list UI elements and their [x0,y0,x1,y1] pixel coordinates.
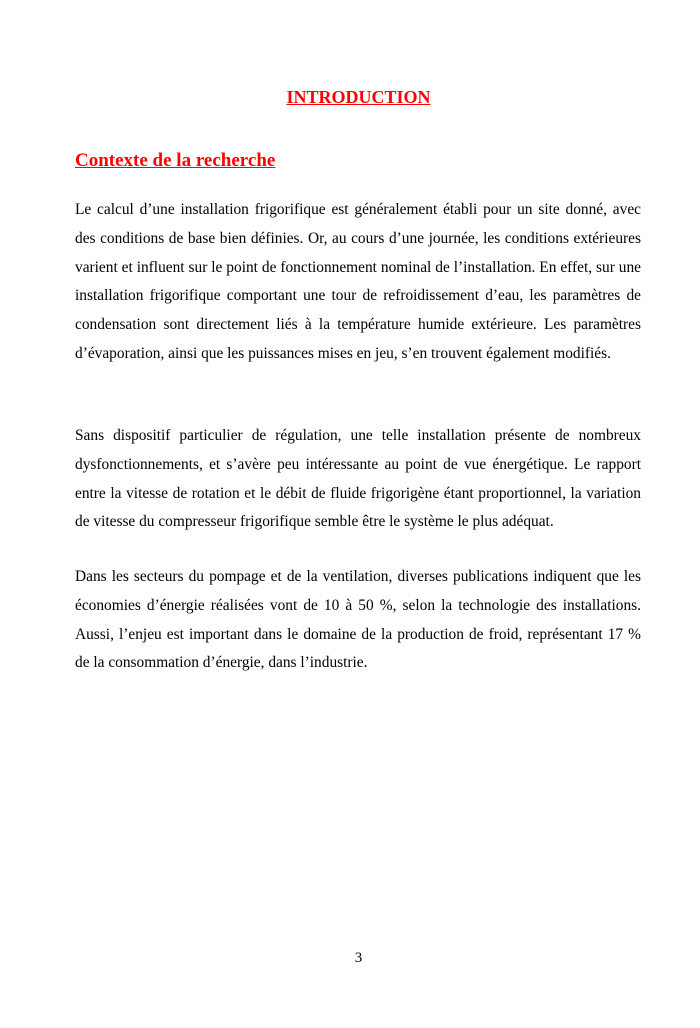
paragraph-energy-savings: Dans les secteurs du pompage et de la ventilation, diverses publications indiquent que les économies d’énergie réalisées vont de 10 à 50 %, selon la technologie des installations. Aussi, l’enjeu est important dans le domaine de la production de froid, représentant 17 % de la consommation d’énergie, dans l’industrie. [75,568,641,672]
paragraph-context: Le calcul d’une installation frigorifique est généralement établi pour un site donné, avec des conditions de base bien définies. Or, au cours d’une journée, les conditions extérieures varient et influent sur le point de fonctionnement nominal de l’installation. En effet, sur une installation frigorifique comportant une tour de refroidissement d’eau, les paramètres de condensation sont directement liés à la température humide extérieure. Les paramètres d’évaporation, ainsi que les puissances mises en jeu, s’en trouvent également modifiés. [75,201,641,362]
paragraph-regulation: Sans dispositif particulier de régulation, une telle installation présente de nombreux dysfonctionnements, et s’avère peu intéressante au point de vue énergétique. Le rapport entre la vitesse de rotation et le débit de fluide frigorigène étant proportionnel, la variation de vitesse du compresseur frigorifique semble être le système le plus adéquat. [75,427,641,531]
page-title: INTRODUCTION [286,87,431,107]
page-number: 3 [354,950,363,966]
section-heading: Contexte de la recherche [75,150,276,171]
